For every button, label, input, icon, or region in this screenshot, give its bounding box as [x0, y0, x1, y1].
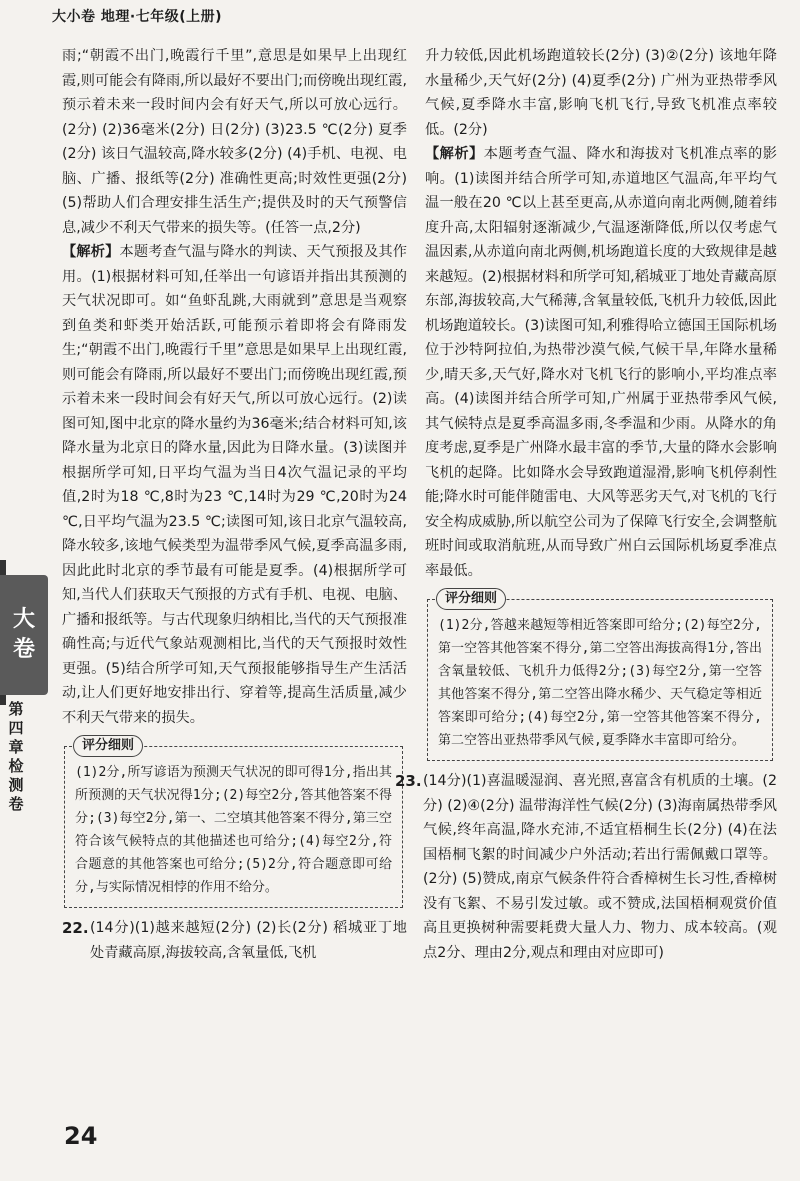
rubric-title: 评分细则	[436, 588, 506, 610]
q21-answer-continued: 雨;“朝霞不出门,晚霞行千里”,意思是如果早上出现红霞,则可能会有降雨,所以最好不要出门;而傍晚出现红霞,预示着未来一段时间内会有好天气,所以可放心远行。(2分) (2)36毫米(2分) 日(2分) (3)23.5 ℃(2分) 夏季(2分) 该日气温较高,降水较多(2分) (4)手机、电视、电脑、广播、报纸等(2分) 准确性更高;时效性更强(2分) (5)帮助人们合理安排生活生产;提供及时的天气预警信息,减少不利天气带来的损失等。(任答一点,2分)	[62, 48, 407, 236]
rubric-title: 评分细则	[73, 735, 143, 757]
question-23	[395, 769, 777, 965]
q22-answer-continued: 升力较低,因此机场跑道较长(2分) (3)②(2分) 该地年降水量稀少,天气好(2分) (4)夏季(2分) 广州为亚热带季风气候,夏季降水丰富,影响飞机飞行,导致飞机准点率较低。(2分)	[425, 48, 777, 138]
analysis-tag: 【解析】	[425, 146, 484, 162]
rubric-text: (1)2分,答越来越短等相近答案即可给分;(2)每空2分,第一空答其他答案不得分,第二空答出海拔高得1分,答出含氧量较低、飞机升力低得2分;(3)每空2分,第一空答其他答案不得分,第二空答出降水稀少、天气稳定等相近答案即可给分;(4)每空2分,第一空答其他答案不得分,第二空答出亚热带季风气候,夏季降水丰富即可给分。	[438, 618, 762, 748]
right-column	[395, 44, 777, 965]
page-number: 24	[64, 1122, 98, 1150]
question-answer: (14分)(1)喜温暖湿润、喜光照,喜富含有机质的土壤。(2分) (2)④(2分) 温带海洋性气候(2分) (3)海南属热带季风气候,终年高温,降水充沛,不适宜梧桐生长(2分) (4)在法国梧桐飞絮的时间减少户外活动;若出行需佩戴口罩等。(2分) (5)赞成,南京气候条件符合香樟树生长习性,香樟树没有飞絮、不易引发过敏。或不赞成,法国梧桐观赏价值高且更换树种需要耗费大量人力、物力、成本较高。(观点2分、理由2分,观点和理由对应即可)	[423, 773, 777, 961]
q22-analysis	[425, 142, 777, 583]
analysis-text: 本题考查气温、降水和海拔对飞机准点率的影响。(1)读图并结合所学可知,赤道地区气温高,年平均气温一般在20 ℃以上甚至更高,从赤道向南北两侧,随着纬度升高,太阳辐射逐渐减少,气温逐渐降低,所以仅考虑气温因素,从赤道向南北两侧,机场跑道长度的大致规律是越来越短。(2)根据材料和所学可知,稻城亚丁地处青藏高原东部,海拔较高,大气稀薄,含氧量较低,飞机升力较低,因此机场跑道较长。(3)读图可知,利雅得哈立德国王国际机场位于沙特阿拉伯,为热带沙漠气候,气候干旱,年降水量稀少,晴天多,天气好,降水对飞机飞行的影响小,平均准点率高。(4)读图并结合所学可知,广州属于亚热带季风气候,其气候特点是夏季高温多雨,冬季温和少雨。从降水的角度考虑,夏季是广州降水最丰富的季节,大量的降水会影响飞机的起降。比如降水会导致跑道湿滑,影响飞机停刹性能;降水时可能伴随雷电、大风等恶劣天气,对飞机的飞行安全构成威胁,所以航空公司为了保障飞行安全,会调整航班时间或取消航班,从而导致广州白云国际机场夏季准点率最低。	[425, 146, 777, 579]
question-number: 22.	[62, 919, 89, 937]
rubric-text: (1)2分,所写谚语为预测天气状况的即可得1分,指出其所预测的天气状况得1分;(2)每空2分,答其他答案不得分;(3)每空2分,第一、二空填其他答案不得分,第三空符合该气候特点的其他描述也可给分;(4)每空2分,符合题意的其他答案也可给分;(5)2分,符合题意即可给分,与实际情况相悖的作用不给分。	[75, 765, 392, 895]
question-answer: (14分)(1)越来越短(2分) (2)长(2分) 稻城亚丁地处青藏高原,海拔较高,含氧量低,飞机	[90, 920, 407, 961]
analysis-tag: 【解析】	[62, 244, 120, 260]
question-22	[62, 916, 407, 965]
scoring-rubric-box	[64, 738, 403, 908]
left-column	[62, 44, 407, 965]
question-number: 23.	[395, 772, 422, 790]
q21-analysis	[62, 240, 407, 730]
side-tab	[0, 575, 48, 695]
side-tab-char-1: 大	[12, 607, 35, 632]
scoring-rubric-box	[427, 591, 773, 761]
page-header-title: 大小卷 地理·七年级(上册)	[52, 9, 222, 25]
analysis-text: 本题考查气温与降水的判读、天气预报及其作用。(1)根据材料可知,任举出一句谚语并指出其预测的天气状况即可。如“鱼虾乱跳,大雨就到”意思是当观察到鱼类和虾类开始活跃,可能预示着即将会有降雨发生;“朝霞不出门,晚霞行千里”意思是如果早上出现红霞,则可能会有降雨,所以最好不要出门;而傍晚出现红霞,预示着未来一段时间会有好天气,所以可放心远行。(2)读图可知,图中北京的降水量约为36毫米;结合材料可知,该降水量为北京日的降水量,因此为日降水量。(3)读图并根据所学可知,日平均气温为当日4次气温记录的平均值,2时为18 ℃,8时为23 ℃,14时为29 ℃,20时为24 ℃,日平均气温为23.5 ℃;读图可知,该日北京气温较高,降水较多,该地气候类型为温带季风气候,夏季高温多雨,因此此时北京的季节最有可能是夏季。(4)根据所学可知,当代人们获取天气预报的方式有手机、电视、电脑、广播和报纸等。与古代现象归纳相比,当代的天气预报准确性高;与近代气象站观测相比,当代的天气预报时效性更强。(5)结合所学可知,天气预报能够指导生产生活活动,让人们更好地安排出行、穿着等,提高生活质量,减少不利天气带来的损失。	[62, 244, 408, 726]
side-chapter-label: 第四章检测卷	[8, 700, 24, 813]
side-tab-char-2: 卷	[12, 637, 35, 662]
